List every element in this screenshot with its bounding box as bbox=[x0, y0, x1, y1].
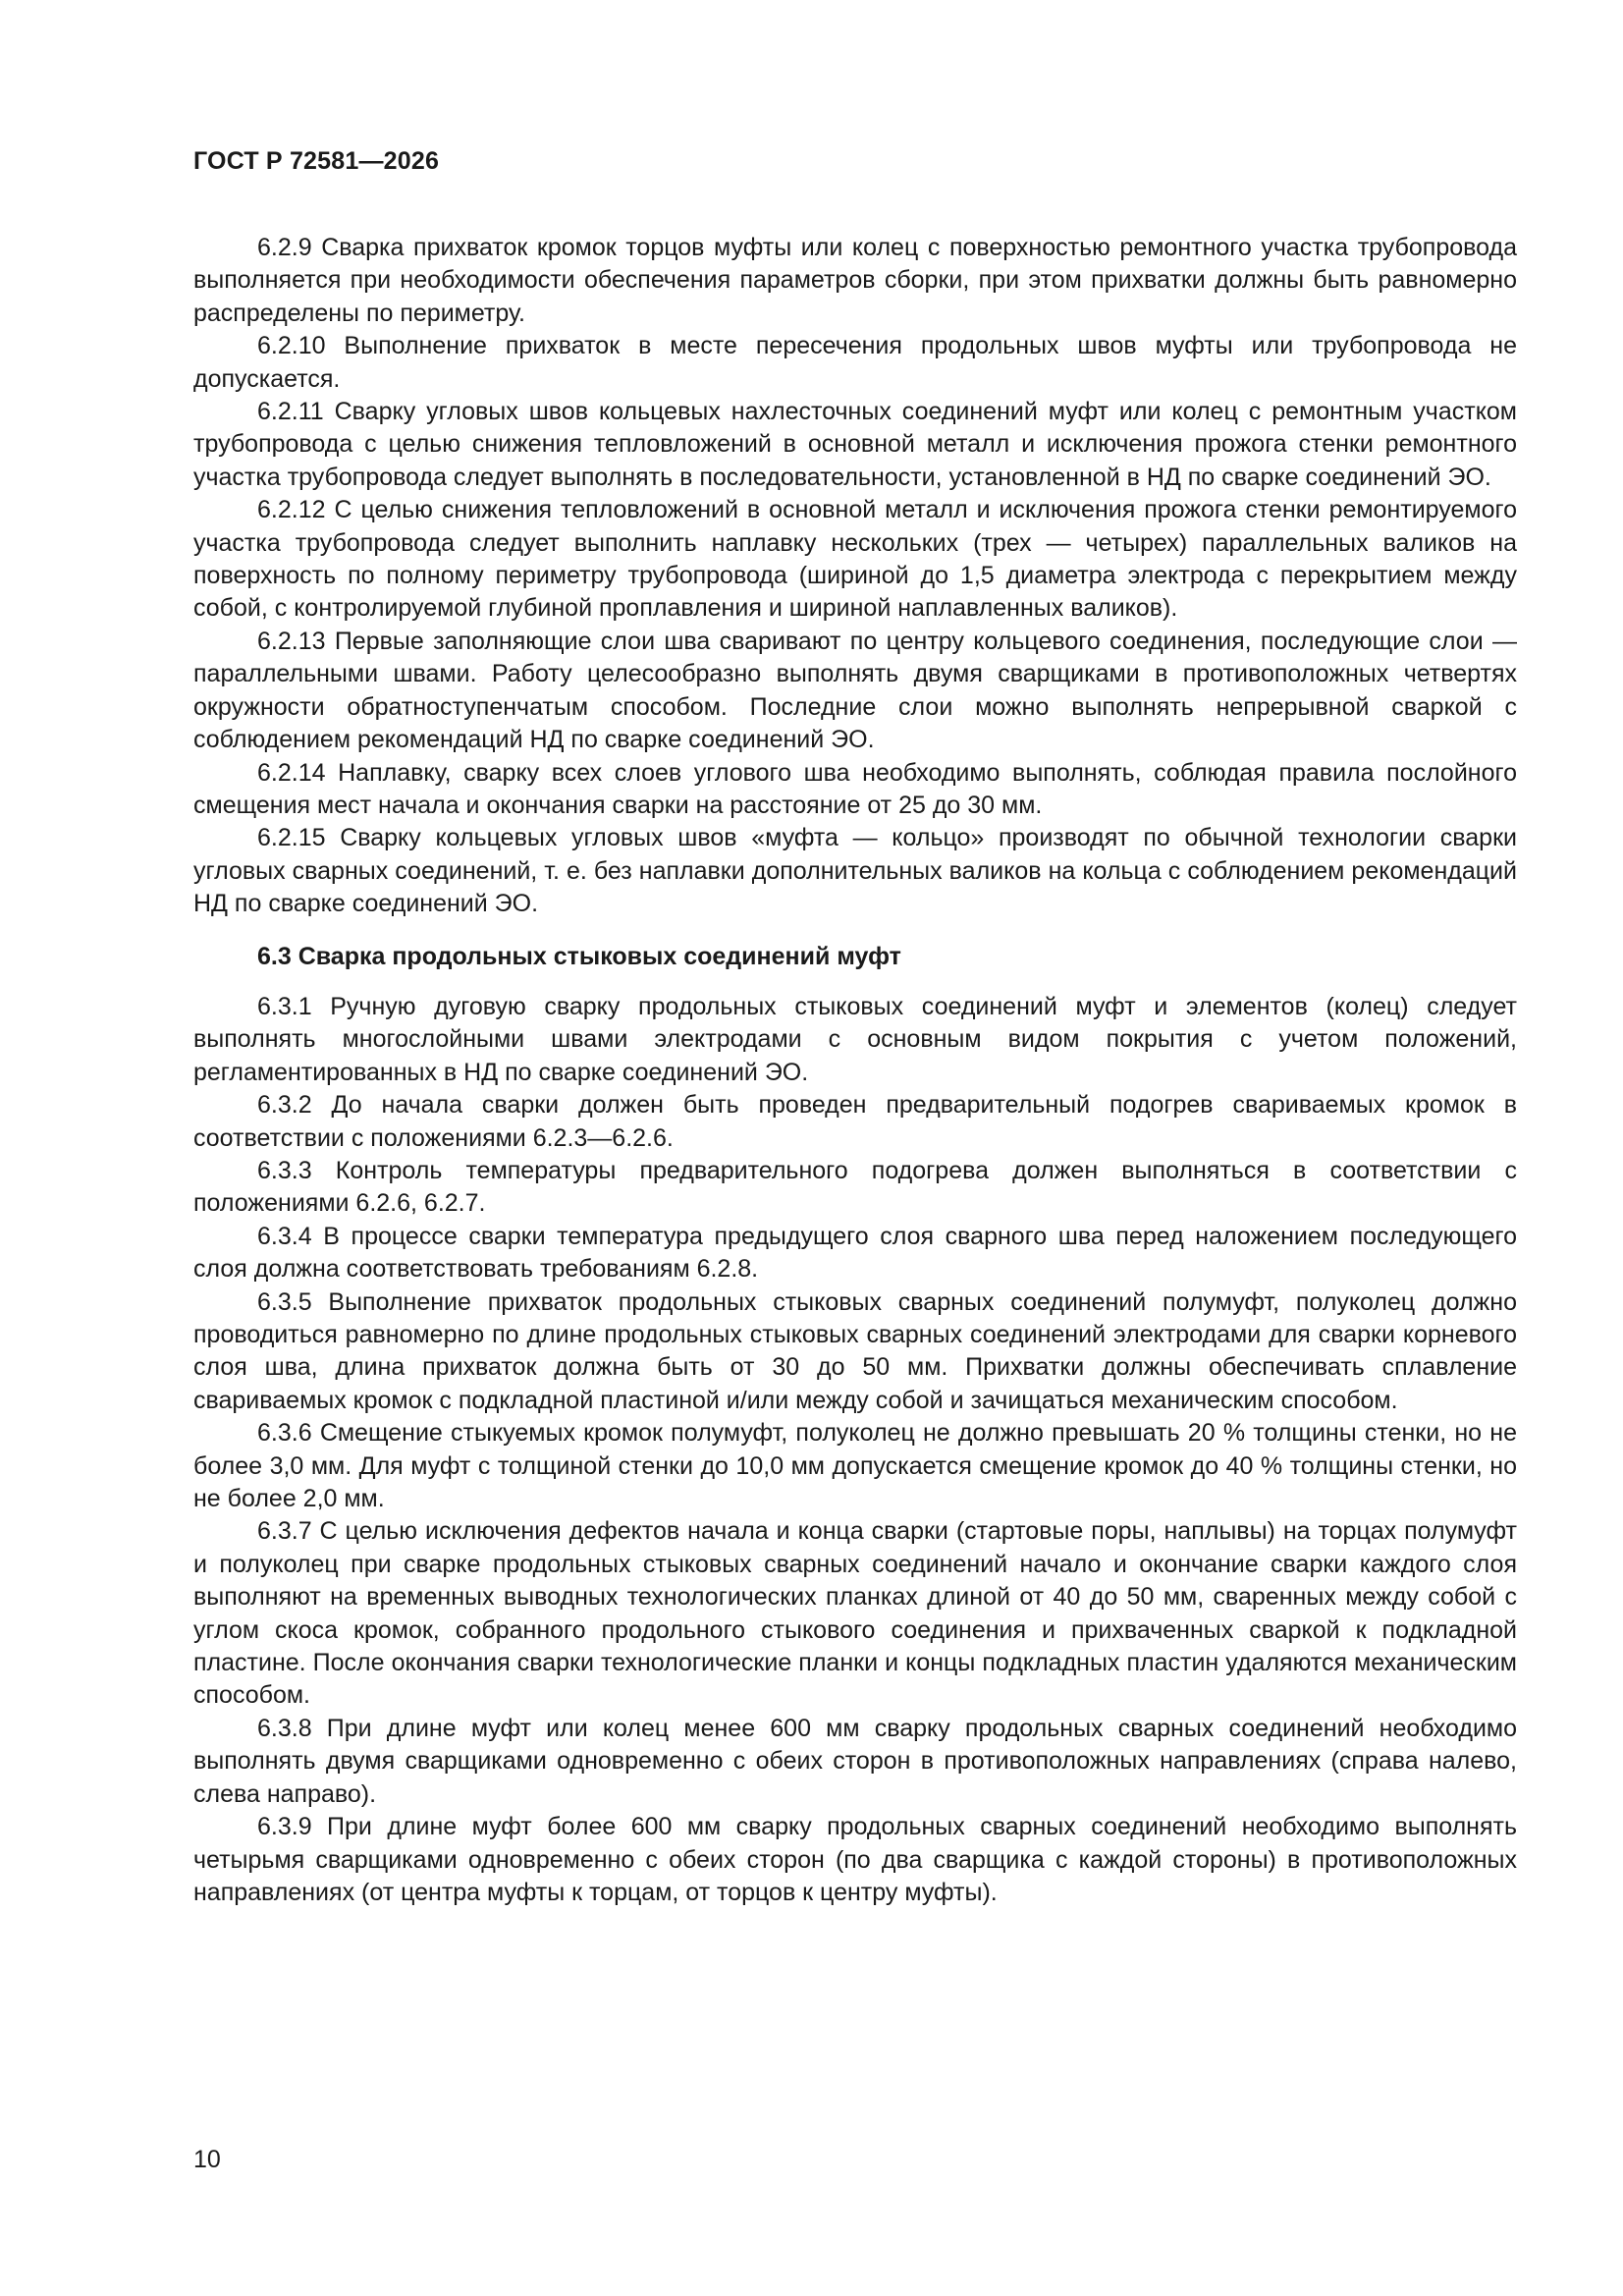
clause-6-2-10: 6.2.10 Выполнение прихваток в месте пересечения продольных швов муфты или трубопровода не допускается. bbox=[193, 332, 1517, 393]
clause-6-2-12: 6.2.12 С целью снижения тепловложений в основной металл и исключения прожога стенки ремонтируемого участка трубопровода следует выполнить наплавку нескольких (трех — четырех) параллельных валиков на поверхность по полному периметру трубопровода (шириной до 1,5 диаметра электрода с перекрытием между собой, с контролируемой глубиной проплавления и шириной наплавленных валиков). bbox=[193, 496, 1517, 623]
clause-6-3-9: 6.3.9 При длине муфт более 600 мм сварку продольных сварных соединений необходимо выполнять четырьмя сварщиками одновременно с обеих сторон (по два сварщика с каждой стороны) в противоположных направлениях (от центра муфты к торцам, от торцов к центру муфты). bbox=[193, 1813, 1517, 1906]
clause-6-3-1: 6.3.1 Ручную дуговую сварку продольных стыковых соединений муфт и элементов (колец) следует выполнять многослойными швами электродами с основным видом покрытия с учетом положений, регламентированных в НД по сварке соединений ЭО. bbox=[193, 992, 1517, 1086]
clause-6-3-6: 6.3.6 Смещение стыкуемых кромок полумуфт, полуколец не должно превышать 20 % толщины стенки, но не более 3,0 мм. Для муфт с толщиной стенки до 10,0 мм допускается смещение кромок до 40 % толщины стенки, но не более 2,0 мм. bbox=[193, 1419, 1517, 1513]
section-heading-6-3: 6.3 Сварка продольных стыковых соединений муфт bbox=[257, 942, 901, 970]
clause-6-2-9: 6.2.9 Сварка прихваток кромок торцов муфты или колец с поверхностью ремонтного участка трубопровода выполняется при необходимости обеспечения параметров сборки, при этом прихватки должны быть равномерно распределены по периметру. bbox=[193, 234, 1517, 327]
clause-6-3-7: 6.3.7 С целью исключения дефектов начала и конца сварки (стартовые поры, наплывы) на торцах полумуфт и полуколец при сварке продольных стыковых сварных соединений начало и окончание сварки каждого слоя выполняют на временных выводных технологических планках длиной от 40 до 50 мм, сваренных между собой с углом скоса кромок, собранного продольного стыкового соединения и прихваченных сваркой к подкладной пластине. После окончания сварки технологические планки и концы подкладных пластин удаляются механическим способом. bbox=[193, 1517, 1517, 1710]
running-header: ГОСТ Р 72581—2026 bbox=[193, 147, 440, 175]
clause-6-3-8: 6.3.8 При длине муфт или колец менее 600 мм сварку продольных сварных соединений необходимо выполнять двумя сварщиками одновременно с обеих сторон в противоположных направлениях (справа налево, слева направо). bbox=[193, 1714, 1517, 1808]
page-number: 10 bbox=[193, 2146, 221, 2173]
clause-6-3-5: 6.3.5 Выполнение прихваток продольных стыковых сварных соединений полумуфт, полуколец должно проводиться равномерно по длине продольных стыковых сварных соединений электродами для сварки корневого слоя шва, длина прихваток должна быть от 30 до 50 мм. Прихватки должны обеспечивать сплавление свариваемых кромок с подкладной пластиной и/или между собой и зачищаться механическим способом. bbox=[193, 1287, 1517, 1414]
clause-6-2-14: 6.2.14 Наплавку, сварку всех слоев углового шва необходимо выполнять, соблюдая правила послойного смещения мест начала и окончания сварки на расстояние от 25 до 30 мм. bbox=[193, 758, 1517, 819]
clause-6-2-15: 6.2.15 Сварку кольцевых угловых швов «муфта — кольцо» производят по обычной технологии сварки угловых сварных соединений, т. е. без наплавки дополнительных валиков на кольца с соблюдением рекомендаций НД по сварке соединений ЭО. bbox=[193, 824, 1517, 918]
clause-6-3-3: 6.3.3 Контроль температуры предварительного подогрева должен выполняться в соответствии с положениями 6.2.6, 6.2.7. bbox=[193, 1156, 1517, 1218]
clause-6-2-11: 6.2.11 Сварку угловых швов кольцевых нахлесточных соединений муфт или колец с ремонтным участком трубопровода с целью снижения тепловложений в основной металл и исключения прожога стенки ремонтного участка трубопровода следует выполнять в последовательности, установленной в НД по сварке соединений ЭО. bbox=[193, 398, 1517, 491]
clause-6-3-2: 6.3.2 До начала сварки должен быть проведен предварительный подогрев свариваемых кромок в соответствии с положениями 6.2.3—6.2.6. bbox=[193, 1091, 1517, 1152]
page-body bbox=[193, 232, 1517, 1909]
clause-6-2-13: 6.2.13 Первые заполняющие слои шва сваривают по центру кольцевого соединения, последующие слои — параллельными швами. Работу целесообразно выполнять двумя сварщиками в противоположных четвертях окружности обратноступенчатым способом. Последние слои можно выполнять непрерывной сваркой с соблюдением рекомендаций НД по сварке соединений ЭО. bbox=[193, 627, 1517, 754]
clause-6-3-4: 6.3.4 В процессе сварки температура предыдущего слоя сварного шва перед наложением последующего слоя должна соответствовать требованиям 6.2.8. bbox=[193, 1222, 1517, 1284]
